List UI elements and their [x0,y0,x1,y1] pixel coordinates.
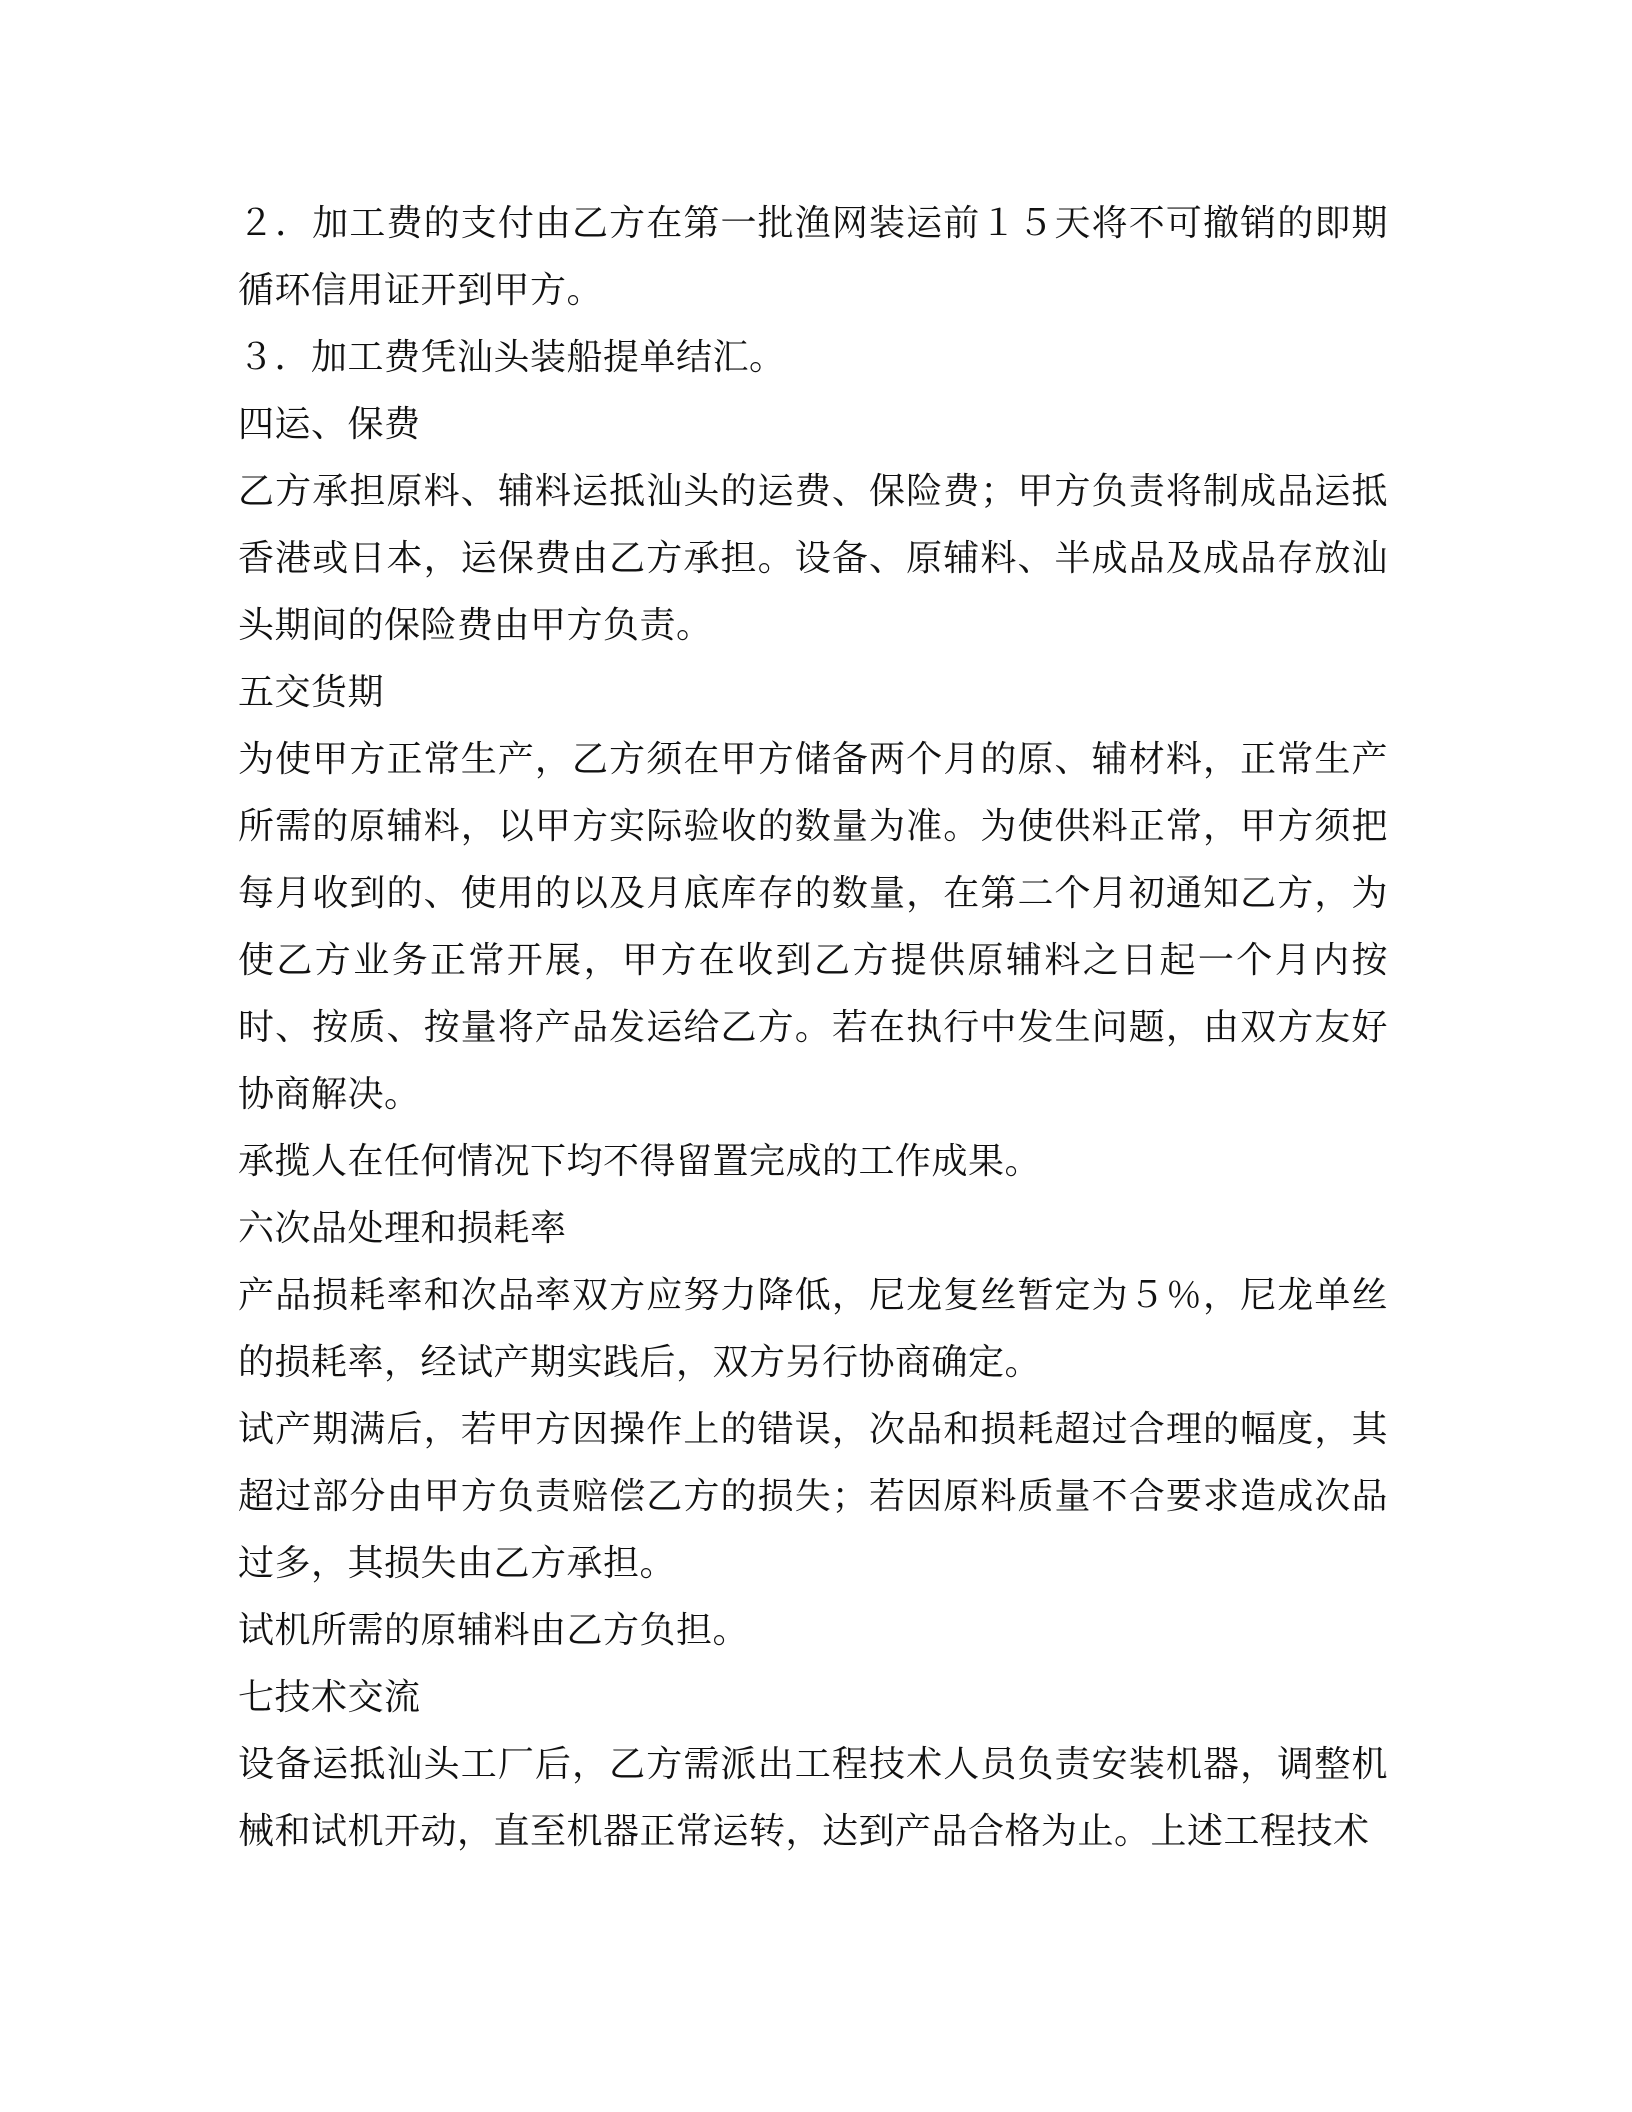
section-heading-transport-insurance: 四运、保费 [238,404,421,445]
section-heading-delivery: 五交货期 [238,672,385,713]
paragraph-technical-exchange: 设备运抵汕头工厂后，乙方需派出工程技术人员负责安装机器，调整机械和试机开动，直至机器正常运转，达到产品合格为止。上述工程技术 [238,1744,1388,1852]
paragraph-transport-insurance: 乙方承担原料、辅料运抵汕头的运费、保险费；甲方负责将制成品运抵香港或日本，运保费由乙方承担。设备、原辅料、半成品及成品存放汕头期间的保险费由甲方负责。 [238,471,1388,646]
paragraph-delivery: 为使甲方正常生产，乙方须在甲方储备两个月的原、辅材料，正常生产所需的原辅料，以甲方实际验收的数量为准。为使供料正常，甲方须把每月收到的、使用的以及月底库存的数量，在第二个月初通知乙方，为使乙方业务正常开展，甲方在收到乙方提供原辅料之日起一个月内按时、按质、按量将产品发运给乙方。若在执行中发生问题，由双方友好协商解决。 [238,739,1388,1115]
clause-3-settlement: ３．加工费凭汕头装船提单结汇。 [238,337,786,378]
clause-2-payment: ２．加工费的支付由乙方在第一批渔网装运前１５天将不可撤销的即期循环信用证开到甲方。 [238,203,1388,311]
section-heading-defects-loss: 六次品处理和损耗率 [238,1208,567,1249]
paragraph-loss-rate: 产品损耗率和次品率双方应努力降低，尼龙复丝暂定为５％，尼龙单丝的损耗率，经试产期实践后，双方另行协商确定。 [238,1275,1388,1383]
paragraph-lien: 承揽人在任何情况下均不得留置完成的工作成果。 [238,1141,1042,1182]
document-body [238,190,1388,1865]
paragraph-trial-materials: 试机所需的原辅料由乙方负担。 [238,1610,750,1651]
section-heading-technical-exchange: 七技术交流 [238,1677,421,1718]
paragraph-trial-period: 试产期满后，若甲方因操作上的错误，次品和损耗超过合理的幅度，其超过部分由甲方负责赔偿乙方的损失；若因原料质量不合要求造成次品过多，其损失由乙方承担。 [238,1409,1388,1584]
